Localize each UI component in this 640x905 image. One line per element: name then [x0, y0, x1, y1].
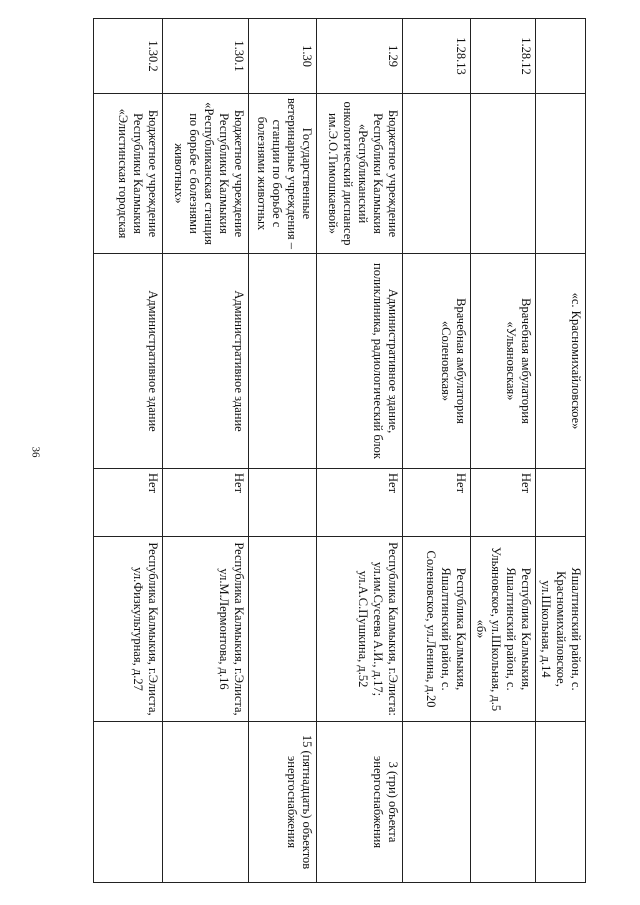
cell-object: Административное здание	[163, 254, 249, 469]
cell-num: 1.30.2	[94, 19, 163, 94]
cell-num: 1.30.1	[163, 19, 249, 94]
cell-address	[249, 537, 317, 722]
cell-object: Административное здание, поликлиника, радиологический блок	[317, 254, 403, 469]
cell-num: 1.28.12	[471, 19, 536, 94]
cell-org	[403, 94, 471, 254]
cell-object: «с. Красномихайловское»	[536, 254, 586, 469]
table-row	[94, 19, 163, 883]
cell-address: Республика Калмыкия, г.Элиста: ул.им.Сусеева А.И., д.17; ул.А.С.Пушкина, д.52	[317, 537, 403, 722]
cell-address: Республика Калмыкия, Яшалтинский район, с. Соленовское, ул.Ленина, д.20	[403, 537, 471, 722]
energy-objects-table	[93, 18, 586, 883]
cell-org: Бюджетное учреждение Республики Калмыкия «Республиканская станция по борьбе с болезнями животных»	[163, 94, 249, 254]
table-row	[317, 19, 403, 883]
cell-count	[403, 722, 471, 883]
cell-count	[163, 722, 249, 883]
cell-burden: Нет	[163, 469, 249, 537]
cell-num	[536, 19, 586, 94]
cell-num: 1.30	[249, 19, 317, 94]
cell-burden	[249, 469, 317, 537]
table-row	[163, 19, 249, 883]
cell-count	[471, 722, 536, 883]
cell-address: Республика Калмыкия, г.Элиста, ул.М.Лермонтова, д.16	[163, 537, 249, 722]
cell-object	[249, 254, 317, 469]
cell-burden: Нет	[403, 469, 471, 537]
cell-count	[536, 722, 586, 883]
cell-address: Республика Калмыкия, Яшалтинский район, с. Ульяновское, ул.Школьная, д.5 «б»	[471, 537, 536, 722]
page-number: 36	[29, 446, 42, 458]
cell-burden: Нет	[94, 469, 163, 537]
cell-address: Республика Калмыкия, г.Элиста, ул.Физкультурная, д.27	[94, 537, 163, 722]
cell-object: Врачебная амбулатория «Ульяновская»	[471, 254, 536, 469]
cell-num: 1.29	[317, 19, 403, 94]
cell-org	[471, 94, 536, 254]
cell-count: 3 (три) объекта энергоснабжения	[317, 722, 403, 883]
cell-num: 1.28.13	[403, 19, 471, 94]
cell-burden	[536, 469, 586, 537]
cell-burden: Нет	[471, 469, 536, 537]
cell-org: Бюджетное учреждение Республики Калмыкия «Республиканский онкологический диспансер им.Э.О.Тимошкаевой»	[317, 94, 403, 254]
cell-burden: Нет	[317, 469, 403, 537]
rotated-table	[100, 18, 586, 882]
cell-count	[94, 722, 163, 883]
cell-org	[536, 94, 586, 254]
cell-object: Врачебная амбулатория «Соленовская»	[403, 254, 471, 469]
cell-org: Бюджетное учреждение Республики Калмыкия «Элистинская городская	[94, 94, 163, 254]
table-row	[536, 19, 586, 883]
table-row	[471, 19, 536, 883]
table-row	[403, 19, 471, 883]
table-row	[249, 19, 317, 883]
cell-count: 15 (пятнадцать) объектов энергоснабжения	[249, 722, 317, 883]
cell-address: Яшалтинский район, с. Красномихайловское, ул.Школьная, д.14	[536, 537, 586, 722]
table-container	[100, 18, 586, 882]
cell-object: Административное здание	[94, 254, 163, 469]
cell-org: Государственные ветеринарные учреждения – станции по борьбе с болезнями животных	[249, 94, 317, 254]
